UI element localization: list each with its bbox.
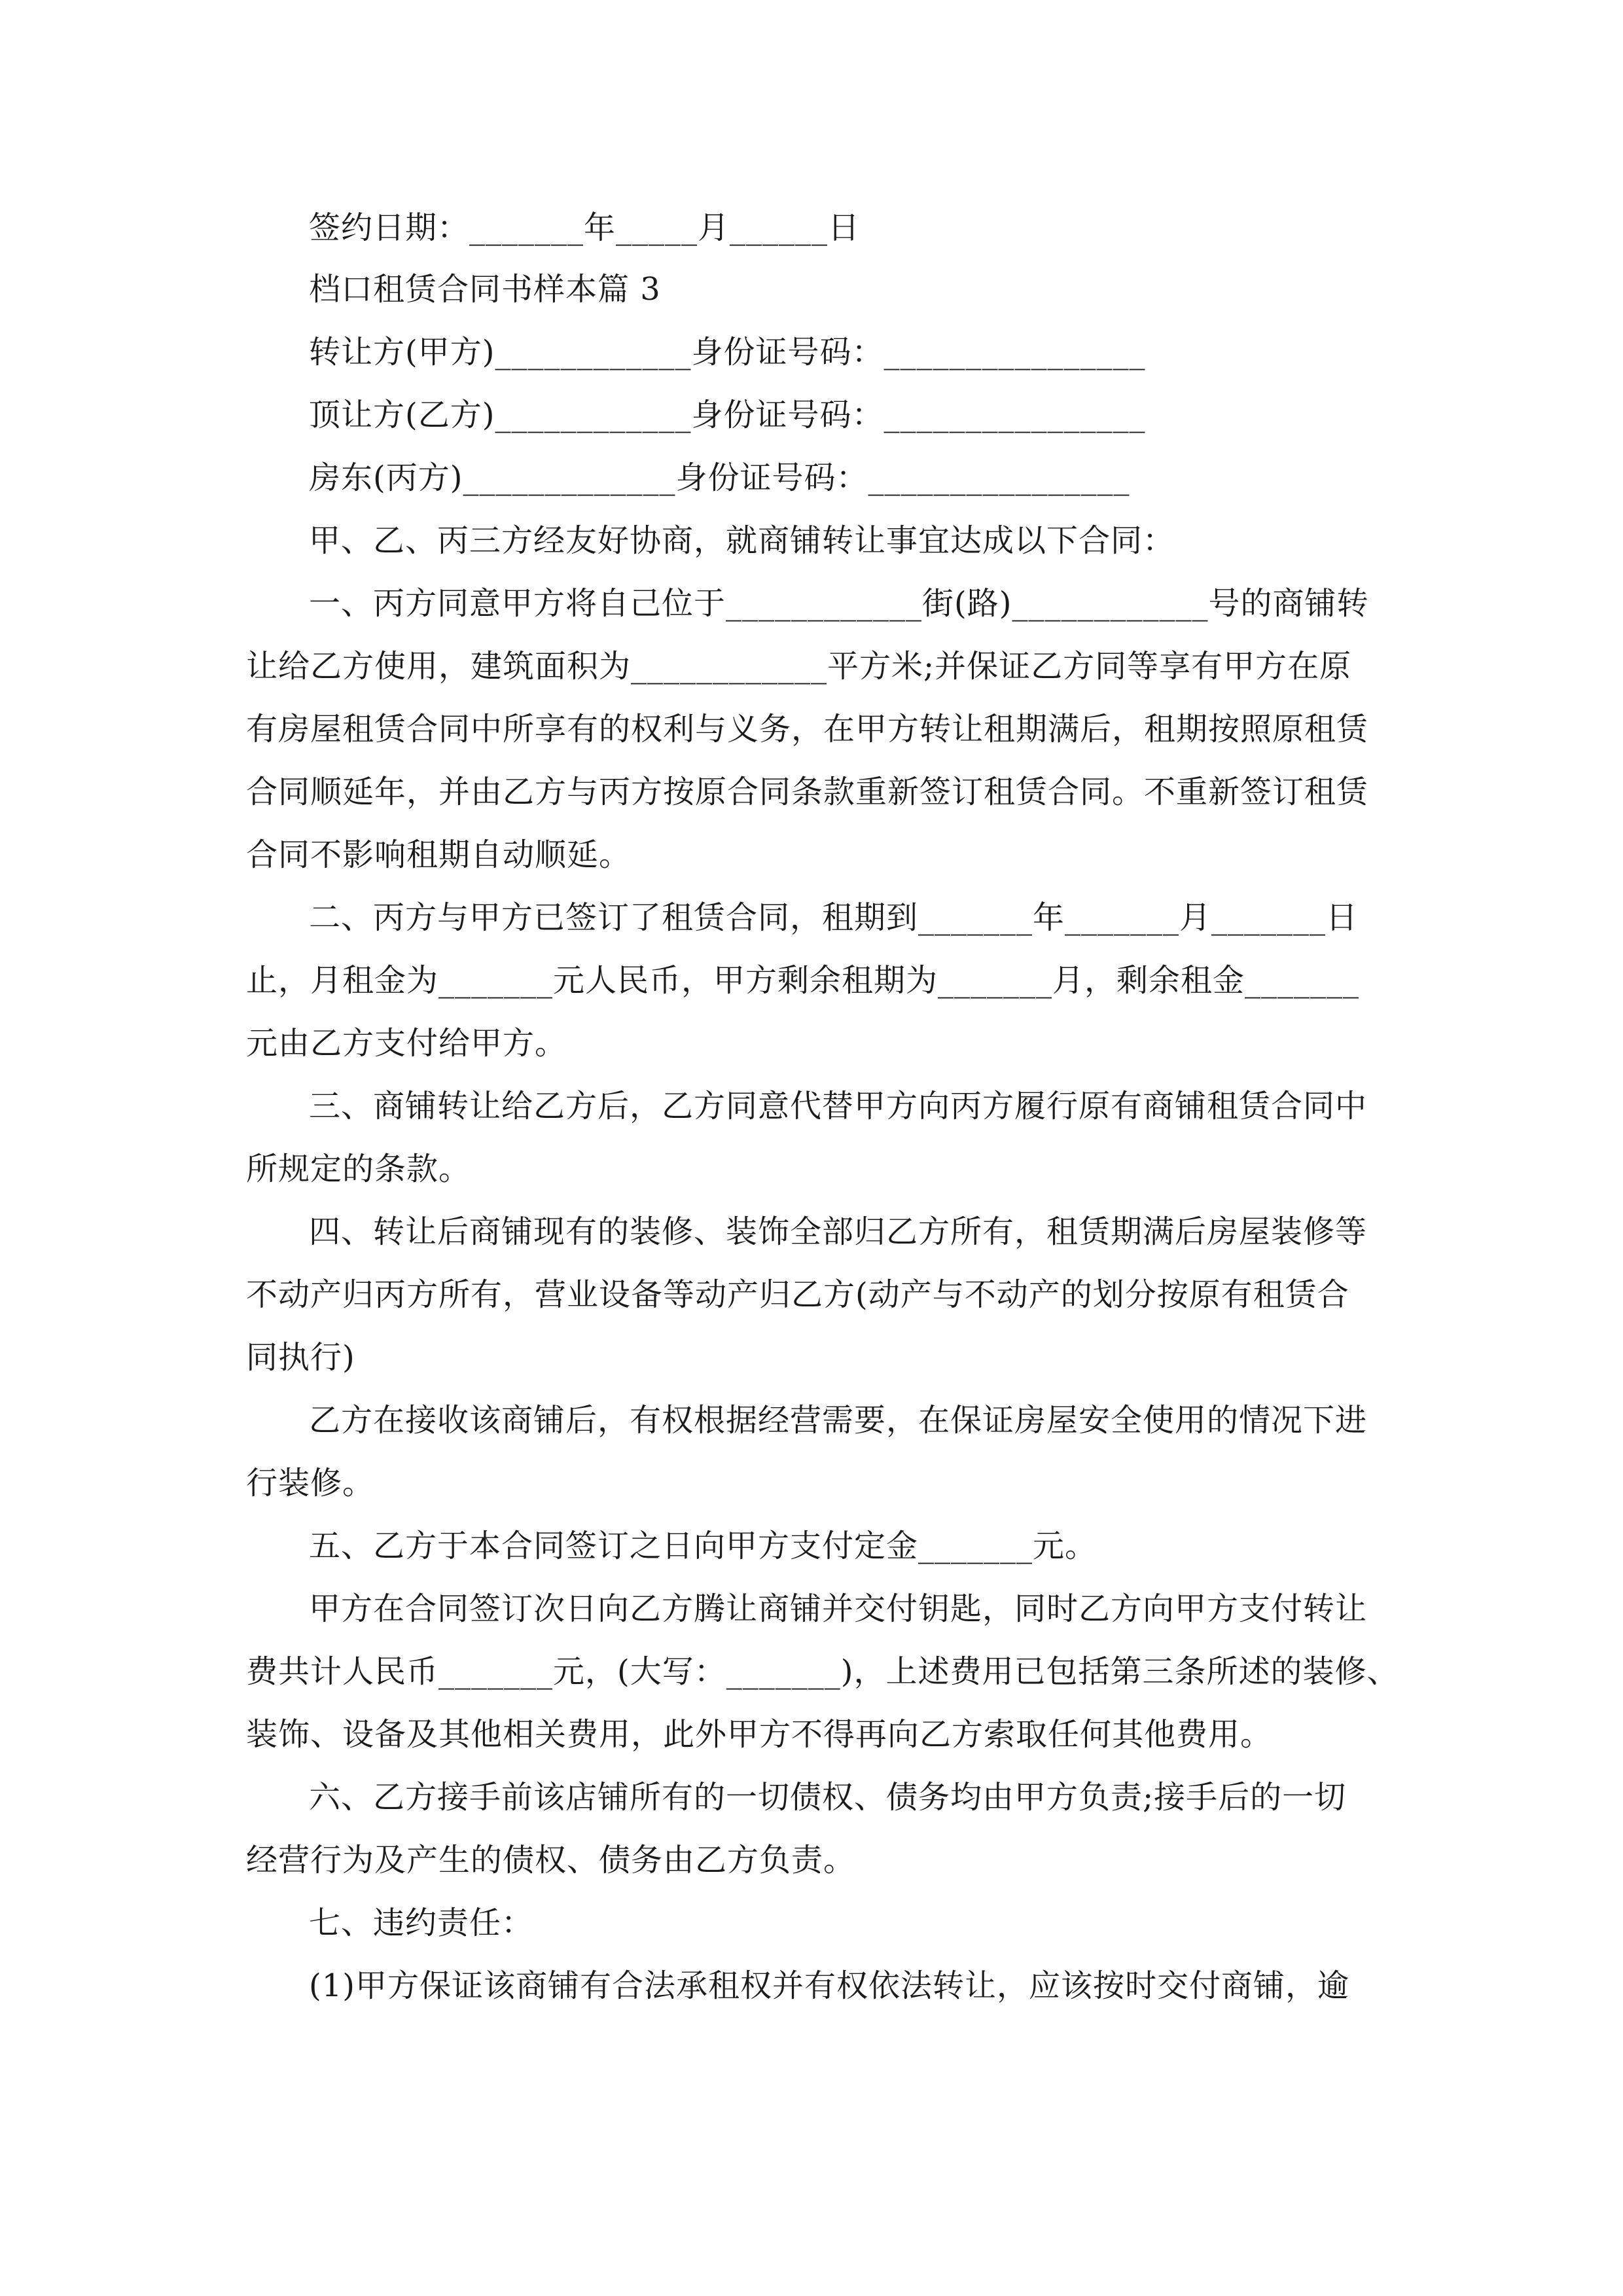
clause-3-line-1: 三、商铺转让给乙方后，乙方同意代替甲方向丙方履行原有商铺租赁合同中 [309,1088,1368,1124]
party-a-line: 转让方(甲方)____________身份证号码：________________ [309,334,1146,370]
party-b-line: 顶让方(乙方)____________身份证号码：________________ [309,397,1146,433]
signing-date-line: 签约日期：_______年_____月______日 [309,209,861,246]
clause-2-line-2: 止，月租金为_______元人民币，甲方剩余租期为_______月，剩余租金_______ [246,962,1360,999]
clause-6-line-1: 六、乙方接手前该店铺所有的一切债权、债务均由甲方负责;接手后的一切 [309,1779,1347,1816]
clause-6-line-2: 经营行为及产生的债权、债务由乙方负责。 [246,1842,856,1878]
payment-line-2: 费共计人民币_______元，(大写：_______)，上述费用已包括第三条所述的装修、 [246,1653,1399,1690]
clause-1-line-1: 一、丙方同意甲方将自己位于____________街(路)____________号的商铺转 [309,585,1369,622]
clause-1-line-4: 合同顺延年，并由乙方与丙方按原合同条款重新签订租赁合同。不重新签订租赁 [246,774,1369,810]
clause-7-heading: 七、违约责任： [309,1905,534,1941]
clause-3-line-2: 所规定的条款。 [246,1151,471,1187]
party-c-line: 房东(丙方)_____________身份证号码：________________ [309,459,1130,496]
intro-paragraph: 甲、乙、丙三方经友好协商，就商铺转让事宜达成以下合同： [309,522,1175,559]
clause-1-line-2: 让给乙方使用，建筑面积为____________平方米;并保证乙方同等享有甲方在原 [246,648,1352,685]
payment-line-1: 甲方在合同签订次日向乙方腾让商铺并交付钥匙，同时乙方向甲方支付转让 [309,1590,1368,1627]
clause-7-item-1: (1)甲方保证该商铺有合法承租权并有权依法转让，应该按时交付商铺，逾 [309,1967,1349,2004]
renovation-line-1: 乙方在接收该商铺后，有权根据经营需要，在保证房屋安全使用的情况下进 [309,1402,1368,1439]
clause-1-line-3: 有房屋租赁合同中所享有的权利与义务，在甲方转让租期满后，租期按照原租赁 [246,711,1369,747]
payment-line-3: 装饰、设备及其他相关费用，此外甲方不得再向乙方索取任何其他费用。 [246,1716,1273,1753]
section-heading: 档口租赁合同书样本篇 3 [309,271,661,308]
clause-2-line-3: 元由乙方支付给甲方。 [246,1025,567,1062]
clause-4-line-3: 同执行) [246,1339,355,1376]
clause-2-line-1: 二、丙方与甲方已签订了租赁合同，租期到_______年_______月_______日 [309,899,1359,936]
clause-1-line-5: 合同不影响租期自动顺延。 [246,836,632,873]
renovation-line-2: 行装修。 [246,1465,375,1501]
clause-4-line-2: 不动产归丙方所有，营业设备等动产归乙方(动产与不动产的划分按原有租赁合 [246,1276,1349,1313]
clause-5-line-1: 五、乙方于本合同签订之日向甲方支付定金_______元。 [309,1528,1097,1564]
clause-4-line-1: 四、转让后商铺现有的装修、装饰全部归乙方所有，租赁期满后房屋装修等 [309,1213,1368,1250]
